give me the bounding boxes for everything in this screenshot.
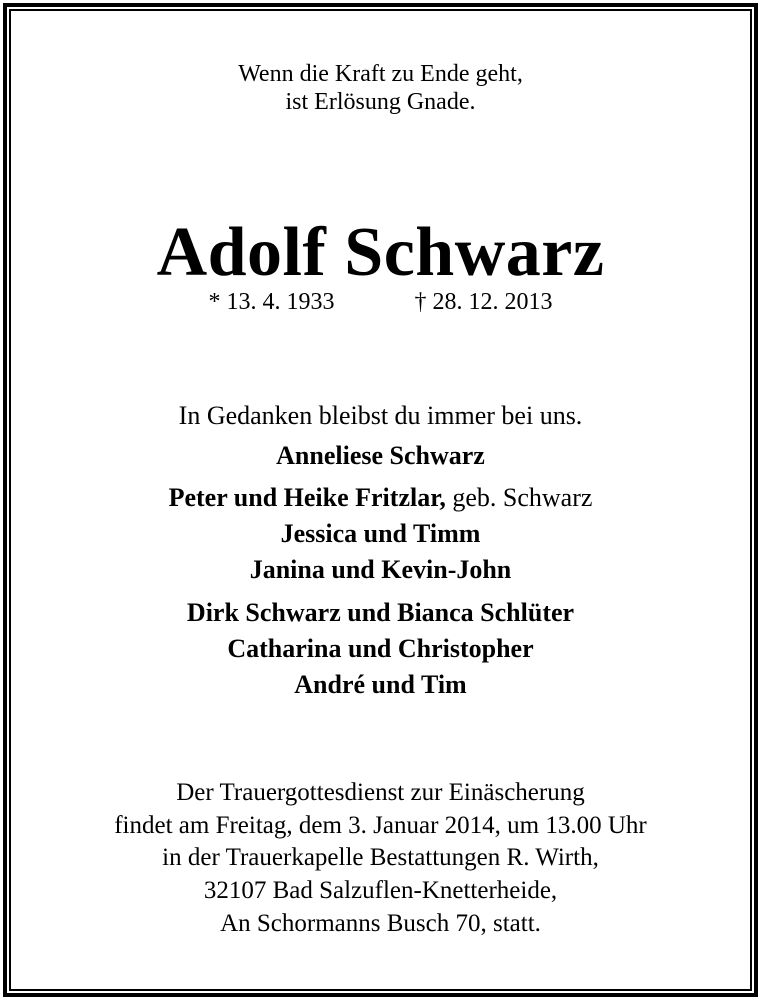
motto-line-2: ist Erlösung Gnade. (285, 89, 476, 115)
sentiment-text: In Gedanken bleibst du immer bei uns. (178, 401, 583, 430)
mourner-line-3: Jessica und Timm (280, 519, 481, 548)
service-line-2: findet am Freitag, dem 3. Januar 2014, um 13.00 Uhr (114, 812, 647, 839)
service-line-1: Der Trauergottesdienst zur Einäscherung (176, 779, 585, 806)
service-line-3: in der Trauerkapelle Bestattungen R. Wirth, (162, 844, 599, 871)
mourner-line-5: Dirk Schwarz und Bianca Schlüter (186, 598, 575, 627)
service-line-5: An Schormanns Busch 70, statt. (220, 910, 541, 937)
life-dates (0, 288, 761, 316)
mourner-line-1: Anneliese Schwarz (276, 441, 485, 470)
deceased-name: Adolf Schwarz (156, 214, 605, 291)
mourner-line-4: Janina und Kevin-John (249, 555, 512, 584)
service-line-4: 32107 Bad Salzuflen-Knetterheide, (203, 877, 558, 904)
mourner-line-6: Catharina und Christopher (227, 634, 534, 663)
death-date: † 28. 12. 2013 (414, 289, 553, 315)
motto-line-1: Wenn die Kraft zu Ende geht, (238, 61, 523, 87)
mourner-line-7: André und Tim (294, 670, 467, 699)
mourner-line-2 (0, 483, 761, 513)
mourner-line-2-maiden: geb. Schwarz (445, 483, 593, 512)
birth-date: * 13. 4. 1933 (208, 289, 335, 315)
mourner-line-2-names: Peter und Heike Fritzlar, (168, 483, 446, 512)
